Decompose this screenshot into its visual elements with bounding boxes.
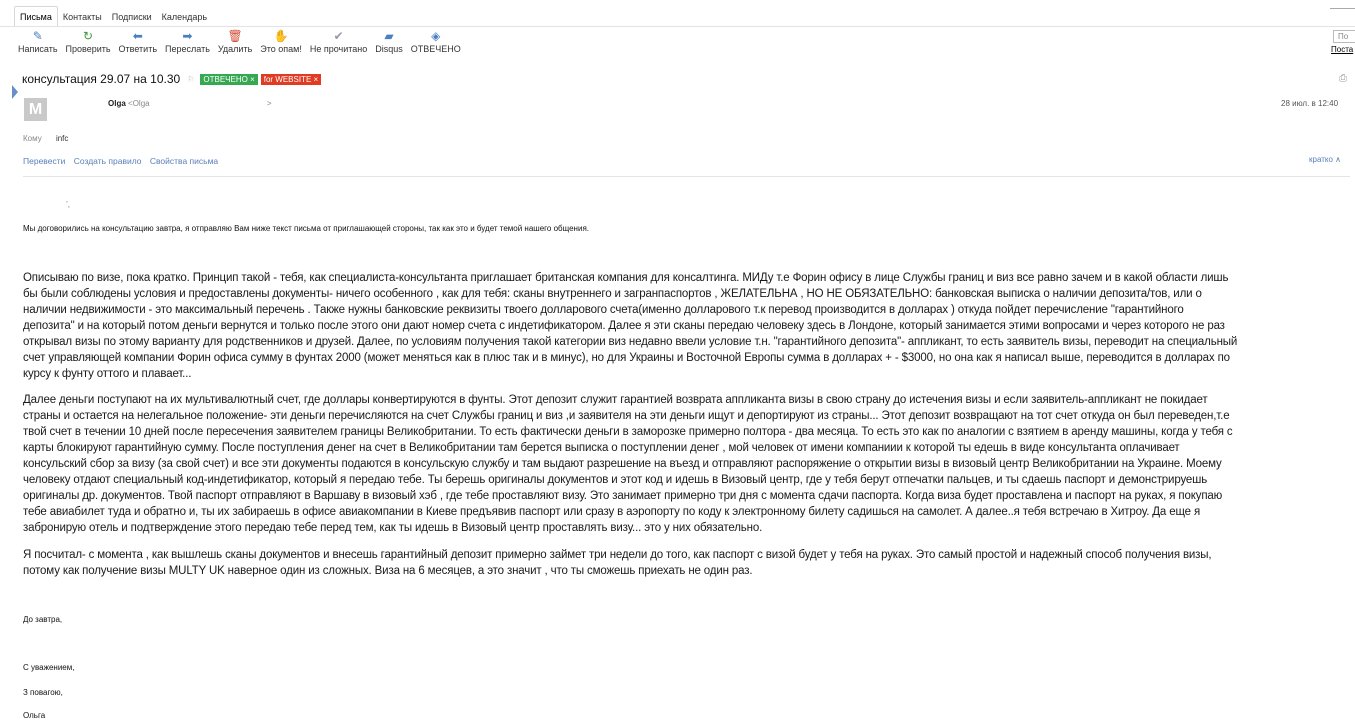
header-divider	[23, 176, 1350, 177]
body-paragraph-1	[23, 270, 1348, 382]
p1-line: открывал визы по этому варианту для родственников и друзей. Далее, по условиям получения такой категории виз недавно ввели условие т.н. "гарантийного депозита"- аппликант, то есть заявитель визы, переводит на специальный	[23, 336, 1238, 348]
sender-name: Olga	[108, 99, 126, 108]
spam-icon: ✋	[273, 29, 289, 43]
reply-button[interactable]	[115, 30, 161, 58]
trash-icon: 🗑	[227, 29, 243, 43]
delete-label: Удалить	[217, 44, 253, 54]
to-label: Кому	[23, 134, 42, 143]
body-mark: ’,	[66, 200, 70, 209]
compose-icon: ✎	[32, 29, 43, 43]
p2-line: карты блокируют гарантийную сумму. После поступления денег на счет в Великобритании там берется выписка о поступлении денег , мой человек от имени компаниии к которой ты едешь в виде консультанта оплачивает	[23, 442, 1180, 454]
closing-line: З повагою,	[23, 688, 63, 697]
compose-button[interactable]	[14, 30, 62, 58]
p1-line: Описываю по визе, пока кратко. Принцип такой - тебя, как специалиста-консультанта приглашает британская компания для консалтинга. МИДу т.е Форин офису в лице Службы границ и виз все равно зачем и в какой области лишь	[23, 272, 1229, 284]
body-paragraph-3	[23, 547, 1348, 579]
tabs-divider	[0, 26, 1355, 27]
create-rule-link[interactable]: Создать правило	[73, 156, 142, 166]
signature: Ольга	[23, 711, 46, 720]
advanced-search-link[interactable]: Поста	[1331, 45, 1354, 54]
refresh-icon: ↻	[83, 29, 94, 43]
avatar: M	[24, 98, 47, 121]
forward-button[interactable]	[161, 30, 214, 58]
message-properties-link[interactable]: Свойства письма	[149, 156, 219, 166]
brief-toggle[interactable]: кратко ∧	[1309, 155, 1342, 164]
unread-label: Не прочитано	[309, 44, 368, 54]
subject-row	[22, 72, 324, 86]
reply-icon: ⬅	[132, 29, 143, 43]
sender-email-end: >	[266, 99, 272, 108]
refresh-button[interactable]	[62, 30, 115, 58]
p3-line: Я посчитал- с момента , как вышлешь сканы документов и внесешь гарантийный депозит примерно займет три недели до того, как паспорт с визой будет у тебя на руках. Это самый простой и надежный способ получения визы,	[23, 549, 1212, 561]
sender-email: <Olga	[128, 99, 150, 108]
folder-icon: ▰	[384, 29, 394, 43]
spam-label: Это опам!	[260, 44, 302, 54]
recipient-row	[23, 134, 68, 143]
message-date: 28 июл. в 12:40	[1281, 99, 1339, 108]
p2-line: забронирую отель и подтверждение этого передаю тебе перед тем, как ты идешь в Визовый центр проставлять визу... это у них обязательно.	[23, 522, 763, 534]
toolbar	[14, 30, 465, 58]
body-intro: Мы договорились на консультацию завтра, я отправляю Вам ниже текст письма от приглашающей стороны, так как это и будет темой нашего общения.	[23, 224, 589, 233]
p1-line: наличии недвижимости - это максимальный перечень . Также нужны банковские реквизиты твоего долларового счета(именно долларового т.к перевод производится в долларах ) откуда пойдет перечисление "гарантийного	[23, 304, 1184, 316]
p1-line: курсу к фунту оттого и плавает...	[23, 368, 192, 380]
folder-button[interactable]	[371, 30, 407, 58]
tab-calendar[interactable]: Календарь	[161, 12, 208, 22]
p2-line: страны и остается на нелегальное положение- эти деньги перечисляются на счет Службы границ и виз ,и заявителя на эти деньги ищут и депортируют из страны... Этот депозит возвращают на тот счет откуда он был переведен,т.е	[23, 410, 1230, 422]
unread-button[interactable]	[306, 30, 371, 58]
p1-line: депозита" и на который потом деньги вернутся и только после этого они дают номер счета с индетификатором. Далее я эти сканы передаю человеку здесь в Лондоне, который занимается этими вопросами и через которого не раз	[23, 320, 1225, 332]
p1-line: бы были соблюдены условия и предоставлены документы- ничего особенного , как для тебя: сканы внутреннего и загранпаспортов , ЖЕЛАТЕЛЬНА , НО НЕ ОБЯЗАТЕЛЬНО: банковская выписка о наличии депозита/тов, или о	[23, 288, 1202, 300]
body-paragraph-2	[23, 392, 1348, 536]
p1-line: счет управляющей компании Форин офиса сумму в фунтах 2000 (может меняться как в плюс так и в минус), но для Украины и Восточной Европы сумма в долларах + - $3000, но она как я написал выше, переводится в долларах по	[23, 352, 1230, 364]
folder-label: Disqus	[375, 44, 403, 54]
flag-icon[interactable]: ⚐	[187, 74, 195, 84]
search-input[interactable]: По	[1333, 30, 1355, 43]
p2-line: твой счет в течении 10 дней после пересечения заявителем границы Великобритании. То есть фактически деньги в заморозке примерно полтора - два месяца. То есть это как по аналогии с взятием в аренду машины, когда у тебя с	[23, 426, 1233, 438]
tag-button[interactable]	[407, 30, 465, 58]
message-actions	[23, 156, 224, 166]
top-rule	[1330, 8, 1355, 9]
reply-label: Ответить	[118, 44, 158, 54]
label-website[interactable]: for WEBSITE ×	[261, 74, 321, 85]
print-icon[interactable]: ⎙	[1339, 73, 1347, 84]
translate-link[interactable]: Перевести	[23, 156, 66, 166]
delete-button[interactable]	[214, 30, 256, 58]
closing-line: С уважением,	[23, 663, 75, 672]
main-tabs	[14, 6, 212, 27]
p3-line: потому как получение визы MULTY UK наверное один из сложных. Виза на 6 месяцев, а это значит , что ты сможешь приехать не один раз.	[23, 565, 753, 577]
forward-icon: ➡	[182, 29, 193, 43]
p2-line: тебе авиабилет туда и обратно и, ты их забираешь в офисе авиакомпании в Киеве предъявив паспорт или сразу в аэропорту по коду к электронному билету садишься на самолет. А далее..я тебя встречаю в Хитроу. Да еще я	[23, 506, 1201, 518]
spam-button[interactable]	[256, 30, 306, 58]
tag-label: ОТВЕЧЕНО	[410, 44, 461, 54]
p2-line: Далее деньги поступают на их мультивалютный счет, где доллары конвертируются в фунты. Этот депозит служит гарантией возврата аппликанта визы в свою страну до истечения визы и если заявитель-аппликант не покидает	[23, 394, 1208, 406]
label-answered[interactable]: ОТВЕЧЕНО ×	[200, 74, 257, 85]
p2-line: человеку отдают специальный код-индетификатор, который я передаю тебе. Ты берешь оригиналы документов и этот код и идешь в Визовый центр, где у тебя берут отпечатки пальцев, и ты сдаешь паспорт и демонстрируешь	[23, 474, 1208, 486]
closing-line: До завтра,	[23, 615, 63, 624]
unread-icon: ✔	[333, 29, 344, 43]
tab-subscriptions[interactable]: Подписки	[111, 12, 152, 22]
tab-mail[interactable]: Письма	[14, 6, 58, 27]
message-subject: консультация 29.07 на 10.30	[22, 72, 181, 86]
refresh-label: Проверить	[65, 44, 111, 54]
tab-contacts[interactable]: Контакты	[62, 12, 102, 22]
tag-icon: ◈	[431, 29, 441, 43]
compose-label: Написать	[18, 44, 58, 54]
sender[interactable]	[108, 99, 272, 108]
collapse-arrow-icon[interactable]	[12, 85, 18, 99]
p2-line: оригиналы др. документов. Твой паспорт отправляют в Варшаву в визовый хэб , где тебе проставляют визу. Это занимает примерно три дня с момента сдачи паспорта. Когда виза будет проставлена и паспорт на руках, я покупаю	[23, 490, 1223, 502]
to-value[interactable]: infc	[55, 134, 69, 143]
p2-line: консульский сбор за визу (за свой счет) и все эти документы подаются в консульскую службу и там выдают разрешение на въезд и отправляют распоряжение о открытии визы в визовый центр Великобритании на Украине. Моему	[23, 458, 1222, 470]
forward-label: Переслать	[165, 44, 210, 54]
